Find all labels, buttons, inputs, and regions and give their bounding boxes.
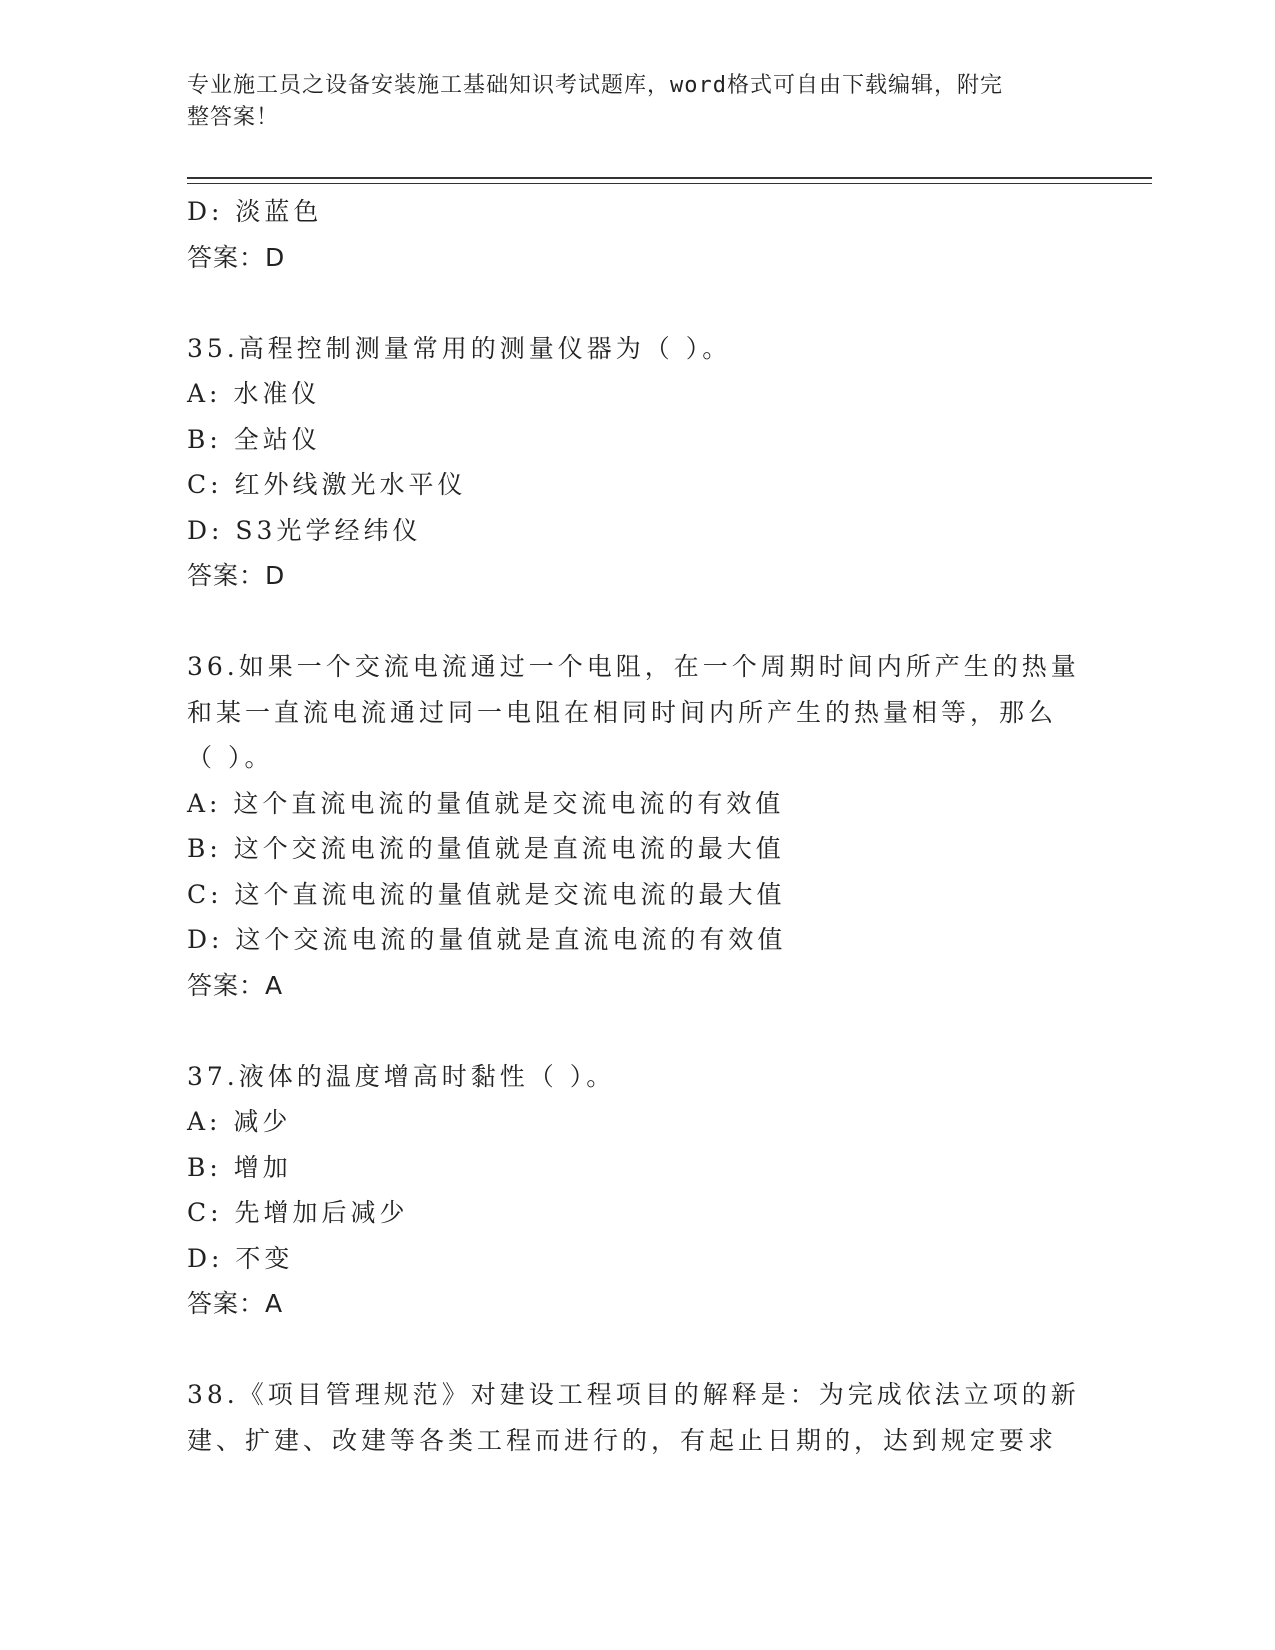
option-d: D: 不变 bbox=[187, 1243, 294, 1273]
spacer bbox=[187, 1008, 1087, 1054]
option-d: D: 淡蓝色 bbox=[187, 197, 323, 226]
spacer bbox=[187, 280, 1087, 326]
answer-line: 答案：A bbox=[187, 1289, 284, 1318]
header-divider-thick bbox=[187, 177, 1152, 179]
option-d: D: S3光学经纬仪 bbox=[187, 515, 422, 545]
header-title-line-2: 整答案！ bbox=[187, 105, 280, 130]
spacer bbox=[187, 1327, 1087, 1373]
question-stem-line-1: 36.如果一个交流电流通过一个电阻，在一个周期时间内所产生的热量 bbox=[187, 652, 1080, 681]
option-c: C: 先增加后减少 bbox=[187, 1198, 409, 1227]
question-36 bbox=[187, 644, 1087, 1008]
question-38 bbox=[187, 1372, 1087, 1463]
option-a: A: 这个直流电流的量值就是交流电流的有效值 bbox=[187, 788, 785, 818]
option-d: D: 这个交流电流的量值就是直流电流的有效值 bbox=[187, 925, 787, 954]
spacer bbox=[187, 599, 1087, 645]
question-stem-line-2: 和某一直流电流通过同一电阻在相同时间内所产生的热量相等，那么 bbox=[187, 697, 1058, 727]
header-title-line-1: 专业施工员之设备安装施工基础知识考试题库，word格式可自由下载编辑，附完 bbox=[187, 73, 1003, 98]
answer-line: 答案：D bbox=[187, 561, 286, 590]
question-35 bbox=[187, 326, 1087, 599]
answer-line: 答案：D bbox=[187, 242, 286, 272]
option-b: B: 增加 bbox=[187, 1152, 292, 1182]
document-header bbox=[187, 70, 1067, 134]
answer-line: 答案：A bbox=[187, 970, 284, 1000]
option-c: C: 红外线激光水平仪 bbox=[187, 470, 467, 499]
question-stem-line-1: 38.《项目管理规范》对建设工程项目的解释是：为完成依法立项的新 bbox=[187, 1380, 1080, 1409]
question-37 bbox=[187, 1054, 1087, 1327]
question-list bbox=[187, 189, 1087, 1463]
previous-question-tail bbox=[187, 189, 1087, 280]
option-b: B: 全站仪 bbox=[187, 424, 321, 454]
question-stem: 37.液体的温度增高时黏性（ ）。 bbox=[187, 1061, 616, 1091]
header-divider-thin bbox=[187, 183, 1152, 184]
question-stem-line-2: 建、扩建、改建等各类工程而进行的，有起止日期的，达到规定要求 bbox=[187, 1425, 1058, 1455]
question-stem: 35.高程控制测量常用的测量仪器为（ ）。 bbox=[187, 333, 732, 363]
option-b: B: 这个交流电流的量值就是直流电流的最大值 bbox=[187, 834, 785, 863]
question-stem-line-3: （ ）。 bbox=[187, 743, 274, 772]
option-a: A: 减少 bbox=[187, 1107, 292, 1136]
option-a: A: 水准仪 bbox=[187, 379, 321, 408]
option-c: C: 这个直流电流的量值就是交流电流的最大值 bbox=[187, 879, 786, 909]
